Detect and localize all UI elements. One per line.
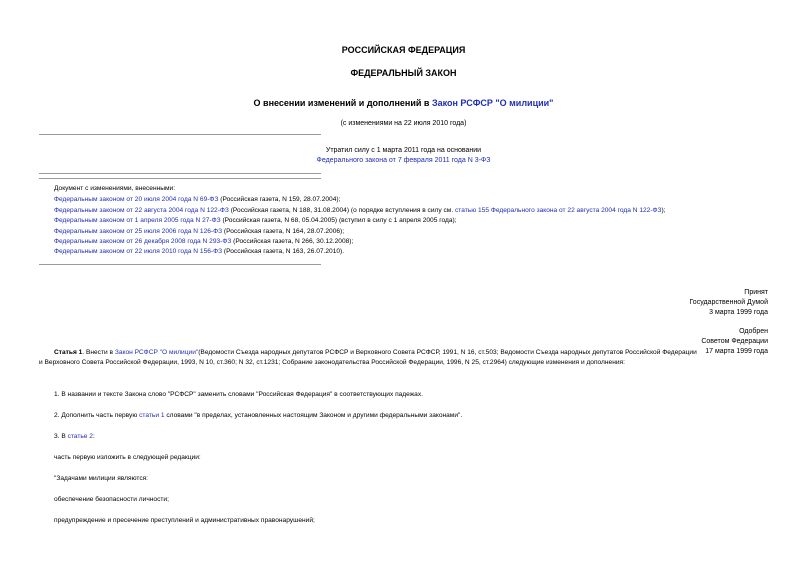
article-1-label: Статья 1 [54,349,83,356]
list-item-text: (Российская газета, N 266, 30.12.2008); [231,238,354,245]
paragraph-7: предупреждение и пресечение преступлений и административных правонарушений; [54,517,315,524]
article-1-text: (Ведомости Съезда народных депутатов РСФСР и Верховного Совета РСФСР, 1991, N 16, ст.503; Ведомости Съезда народных депутатов Российской Федерации [198,349,697,356]
expiry-law-link[interactable]: Федерального закона от 7 февраля 2011 года N 3-ФЗ [316,157,491,164]
paragraph-5: "Задачами милиции являются: [54,475,149,482]
duma-adopted: Принят [744,289,768,296]
amending-law-link[interactable]: Федеральным законом от 26 декабря 2008 года N 293-ФЗ [54,238,232,245]
title-prefix: О внесении изменений и дополнений в [253,98,432,108]
amending-law-link[interactable]: Федеральным законом от 22 августа 2004 года N 122-ФЗ [54,207,229,214]
paragraph-text: : [92,433,95,440]
changes-intro: Документ с изменениями, внесенными: [54,185,176,192]
duma-date: 3 марта 1999 года [709,309,768,316]
divider [39,134,321,135]
country-heading: РОССИЙСКАЯ ФЕДЕРАЦИЯ [341,45,466,55]
amending-law-link[interactable]: Федеральным законом от 22 июля 2010 года N 156-ФЗ [54,248,223,255]
duma-body: Государственной Думой [689,299,768,306]
doc-type-heading: ФЕДЕРАЛЬНЫЙ ЗАКОН [350,68,457,78]
expiry-line: Утратил силу с 1 марта 2011 года на основании [325,147,482,154]
paragraph-text: 2. Дополнить часть первую [54,412,140,419]
divider [39,178,321,179]
paragraph-text: словами "в пределах, установленных настоящим Законом и другими федеральными законами". [164,412,463,419]
paragraph-1: 1. В названии и тексте Закона слово "РСФСР" заменить словами "Российская Федерация" в соответствующих падежах. [54,391,423,398]
paragraph-4: часть первую изложить в следующей редакции: [54,454,201,461]
article-1-continuation: и Верховного Совета Российской Федерации, 1993, N 10, ст.360; N 32, ст.1231; Собрание законодательства Российской Федерации, 1996, N 25, ст.2964) следующие изменения и дополнения: [39,359,625,366]
list-item-text: ); [661,207,666,214]
amending-law-link[interactable]: Федеральным законом от 20 июля 2004 года N 69-ФЗ [54,196,219,203]
list-item [54,217,457,224]
document-title [0,98,807,108]
militia-law-link[interactable]: Закон РСФСР "О милиции" [114,349,199,356]
title-law-link[interactable]: Закон РСФСР "О милиции" [431,98,554,108]
paragraph-2 [54,412,462,419]
amendment-note: (с изменениями на 22 июля 2010 года) [340,120,467,127]
council-body: Советом Федерации [701,338,768,345]
list-item-text: (Российская газета, N 163, 26.07.2010). [222,248,345,255]
list-item [54,248,344,255]
list-item-text: (Российская газета, N 164, 28.07.2006); [222,228,345,235]
list-item [54,238,353,245]
paragraph-6: обеспечение безопасности личности; [54,496,169,503]
list-item-text: (Российская газета, N 159, 28.07.2004); [218,196,341,203]
list-item-text: (Российская газета, N 188, 31.08.2004) (о порядке вступления в силу см. [228,207,455,214]
article-1-link[interactable]: статьи 1 [139,412,165,419]
council-approved: Одобрен [739,328,768,335]
paragraph-3 [54,433,95,440]
article-155-link[interactable]: статью 155 Федерального закона от 22 августа 2004 года N 122-ФЗ [455,207,662,214]
amending-law-link[interactable]: Федеральным законом от 25 июля 2006 года N 126-ФЗ [54,228,223,235]
article-1-line [54,349,697,356]
list-item [54,228,344,235]
council-date: 17 марта 1999 года [705,348,768,355]
article-2-link[interactable]: статье 2 [67,433,93,440]
article-1-text: . Внести в [82,349,115,356]
list-item-text: (Российская газета, N 68, 05.04.2005) (вступил в силу с 1 апреля 2005 года); [220,217,457,224]
amending-law-link[interactable]: Федеральным законом от 1 апреля 2005 года N 27-ФЗ [54,217,221,224]
divider [39,173,321,174]
list-item [54,196,340,203]
divider [39,264,321,265]
list-item [54,207,666,214]
paragraph-text: 3. В [54,433,68,440]
